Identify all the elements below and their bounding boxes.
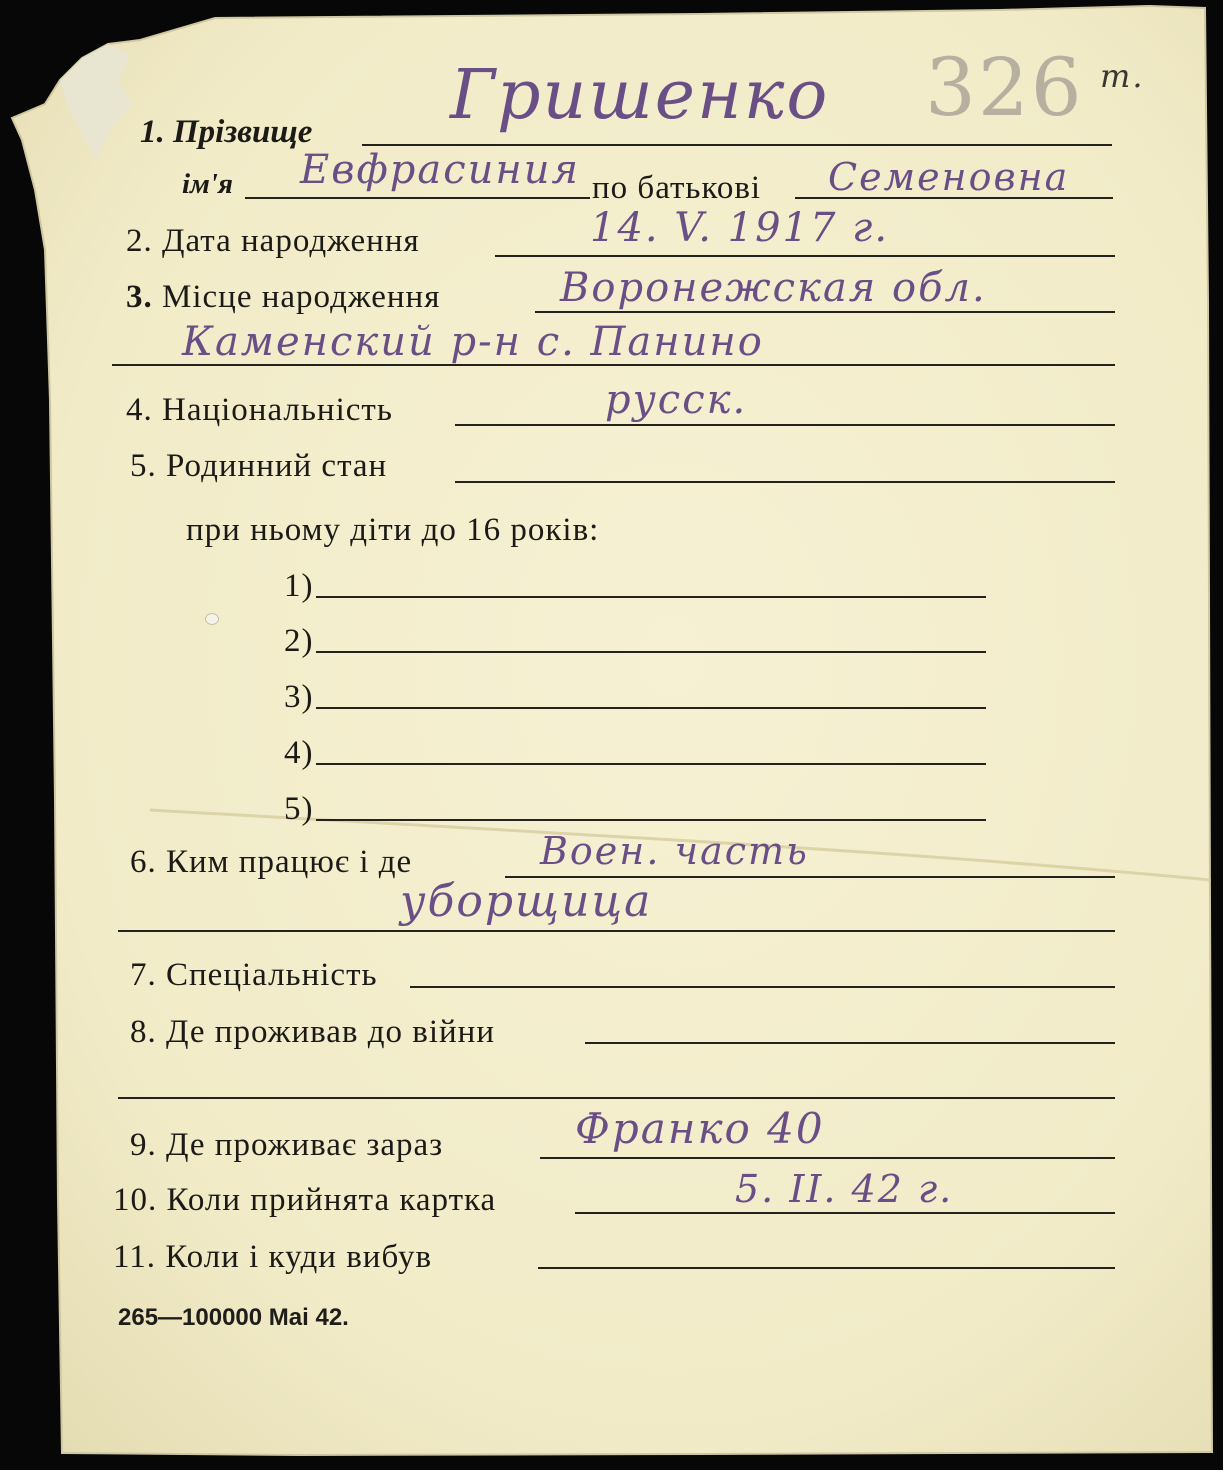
pin-hole bbox=[205, 613, 219, 625]
child-1-line bbox=[316, 596, 986, 598]
field-name-value: Евфрасиния bbox=[300, 147, 580, 193]
field-marital-line bbox=[455, 481, 1115, 483]
field-current-address-text: Де проживає зараз bbox=[166, 1127, 444, 1163]
field-name-label: ім'я bbox=[182, 168, 233, 200]
field-marital-text: Родинний стан bbox=[166, 448, 388, 484]
field-birthdate-number: 2. bbox=[126, 223, 153, 259]
child-2-line bbox=[316, 651, 986, 653]
field-specialty-label bbox=[130, 959, 378, 992]
child-3-line bbox=[316, 707, 986, 709]
field-surname-text: Прізвище bbox=[173, 114, 313, 150]
field-prewar-label bbox=[130, 1016, 495, 1049]
field-nationality-text: Національність bbox=[162, 392, 393, 428]
field-patronymic-label: по батькові bbox=[592, 170, 762, 206]
field-work-label bbox=[130, 846, 412, 879]
field-departure-number: 11. bbox=[113, 1239, 157, 1275]
archive-suffix: т. bbox=[1100, 57, 1145, 95]
child-3-label: 3) bbox=[284, 679, 314, 715]
field-card-date-number: 10. bbox=[113, 1182, 158, 1218]
field-surname-value: Гришенко bbox=[450, 56, 830, 135]
field-nationality-line bbox=[455, 424, 1115, 426]
field-birthplace-value-2: Каменский р-н с. Панино bbox=[182, 319, 764, 365]
field-nationality-number: 4. bbox=[126, 392, 153, 428]
field-card-date-label bbox=[113, 1184, 496, 1217]
field-departure-text: Коли і куди вибув bbox=[165, 1239, 433, 1275]
field-departure-label bbox=[113, 1241, 432, 1274]
field-children-label: при ньому діти до 16 років: bbox=[186, 512, 600, 548]
field-birthdate-value: 14. V. 1917 г. bbox=[590, 205, 890, 251]
field-work-line-2 bbox=[118, 930, 1115, 932]
field-specialty-line bbox=[410, 986, 1115, 988]
field-birthplace-label bbox=[126, 281, 440, 314]
child-4-line bbox=[316, 763, 986, 765]
field-birthplace-text: Місце народження bbox=[162, 279, 441, 315]
child-4-label: 4) bbox=[284, 735, 314, 771]
archive-number: 326 bbox=[925, 41, 1084, 134]
field-surname-number: 1. bbox=[140, 114, 165, 150]
field-current-address-line bbox=[540, 1157, 1115, 1159]
field-birthdate-label bbox=[126, 225, 420, 258]
field-patronymic-value: Семеновна bbox=[828, 155, 1070, 199]
field-card-date-text: Коли прийнята картка bbox=[166, 1182, 497, 1218]
field-surname-label bbox=[140, 116, 312, 149]
field-current-address-number: 9. bbox=[130, 1127, 157, 1163]
field-marital-label bbox=[130, 450, 387, 483]
field-prewar-number: 8. bbox=[130, 1014, 157, 1050]
child-5-line bbox=[316, 819, 986, 821]
field-birthdate-text: Дата народження bbox=[162, 223, 420, 259]
child-2-label: 2) bbox=[284, 623, 314, 659]
field-nationality-value: русск. bbox=[605, 377, 748, 423]
field-surname-line bbox=[362, 144, 1112, 146]
field-birthplace-line bbox=[535, 311, 1115, 313]
field-specialty-number: 7. bbox=[130, 957, 157, 993]
field-prewar-line-2 bbox=[118, 1097, 1115, 1099]
field-work-text: Ким працює і де bbox=[166, 844, 413, 880]
field-nationality-label bbox=[126, 394, 393, 427]
field-card-date-value: 5. II. 42 г. bbox=[735, 1167, 954, 1211]
field-marital-number: 5. bbox=[130, 448, 157, 484]
field-birthplace-number: 3. bbox=[126, 279, 153, 315]
field-work-number: 6. bbox=[130, 844, 157, 880]
field-work-value-2: уборщица bbox=[400, 876, 653, 927]
field-name-line bbox=[245, 197, 590, 199]
field-departure-line bbox=[538, 1267, 1115, 1269]
field-work-value: Воен. часть bbox=[540, 829, 809, 873]
child-1-label: 1) bbox=[284, 568, 314, 604]
field-prewar-line bbox=[585, 1042, 1115, 1044]
field-specialty-text: Спеціальність bbox=[166, 957, 378, 993]
field-current-address-value: Франко 40 bbox=[575, 1104, 825, 1153]
field-card-date-line bbox=[575, 1212, 1115, 1214]
field-birthplace-value: Воронежская обл. bbox=[560, 265, 987, 311]
field-birthdate-line bbox=[495, 255, 1115, 257]
print-code: 265—100000 Mai 42. bbox=[118, 1304, 349, 1331]
child-5-label: 5) bbox=[284, 791, 314, 827]
field-prewar-text: Де проживав до війни bbox=[166, 1014, 496, 1050]
field-current-address-label bbox=[130, 1129, 443, 1162]
